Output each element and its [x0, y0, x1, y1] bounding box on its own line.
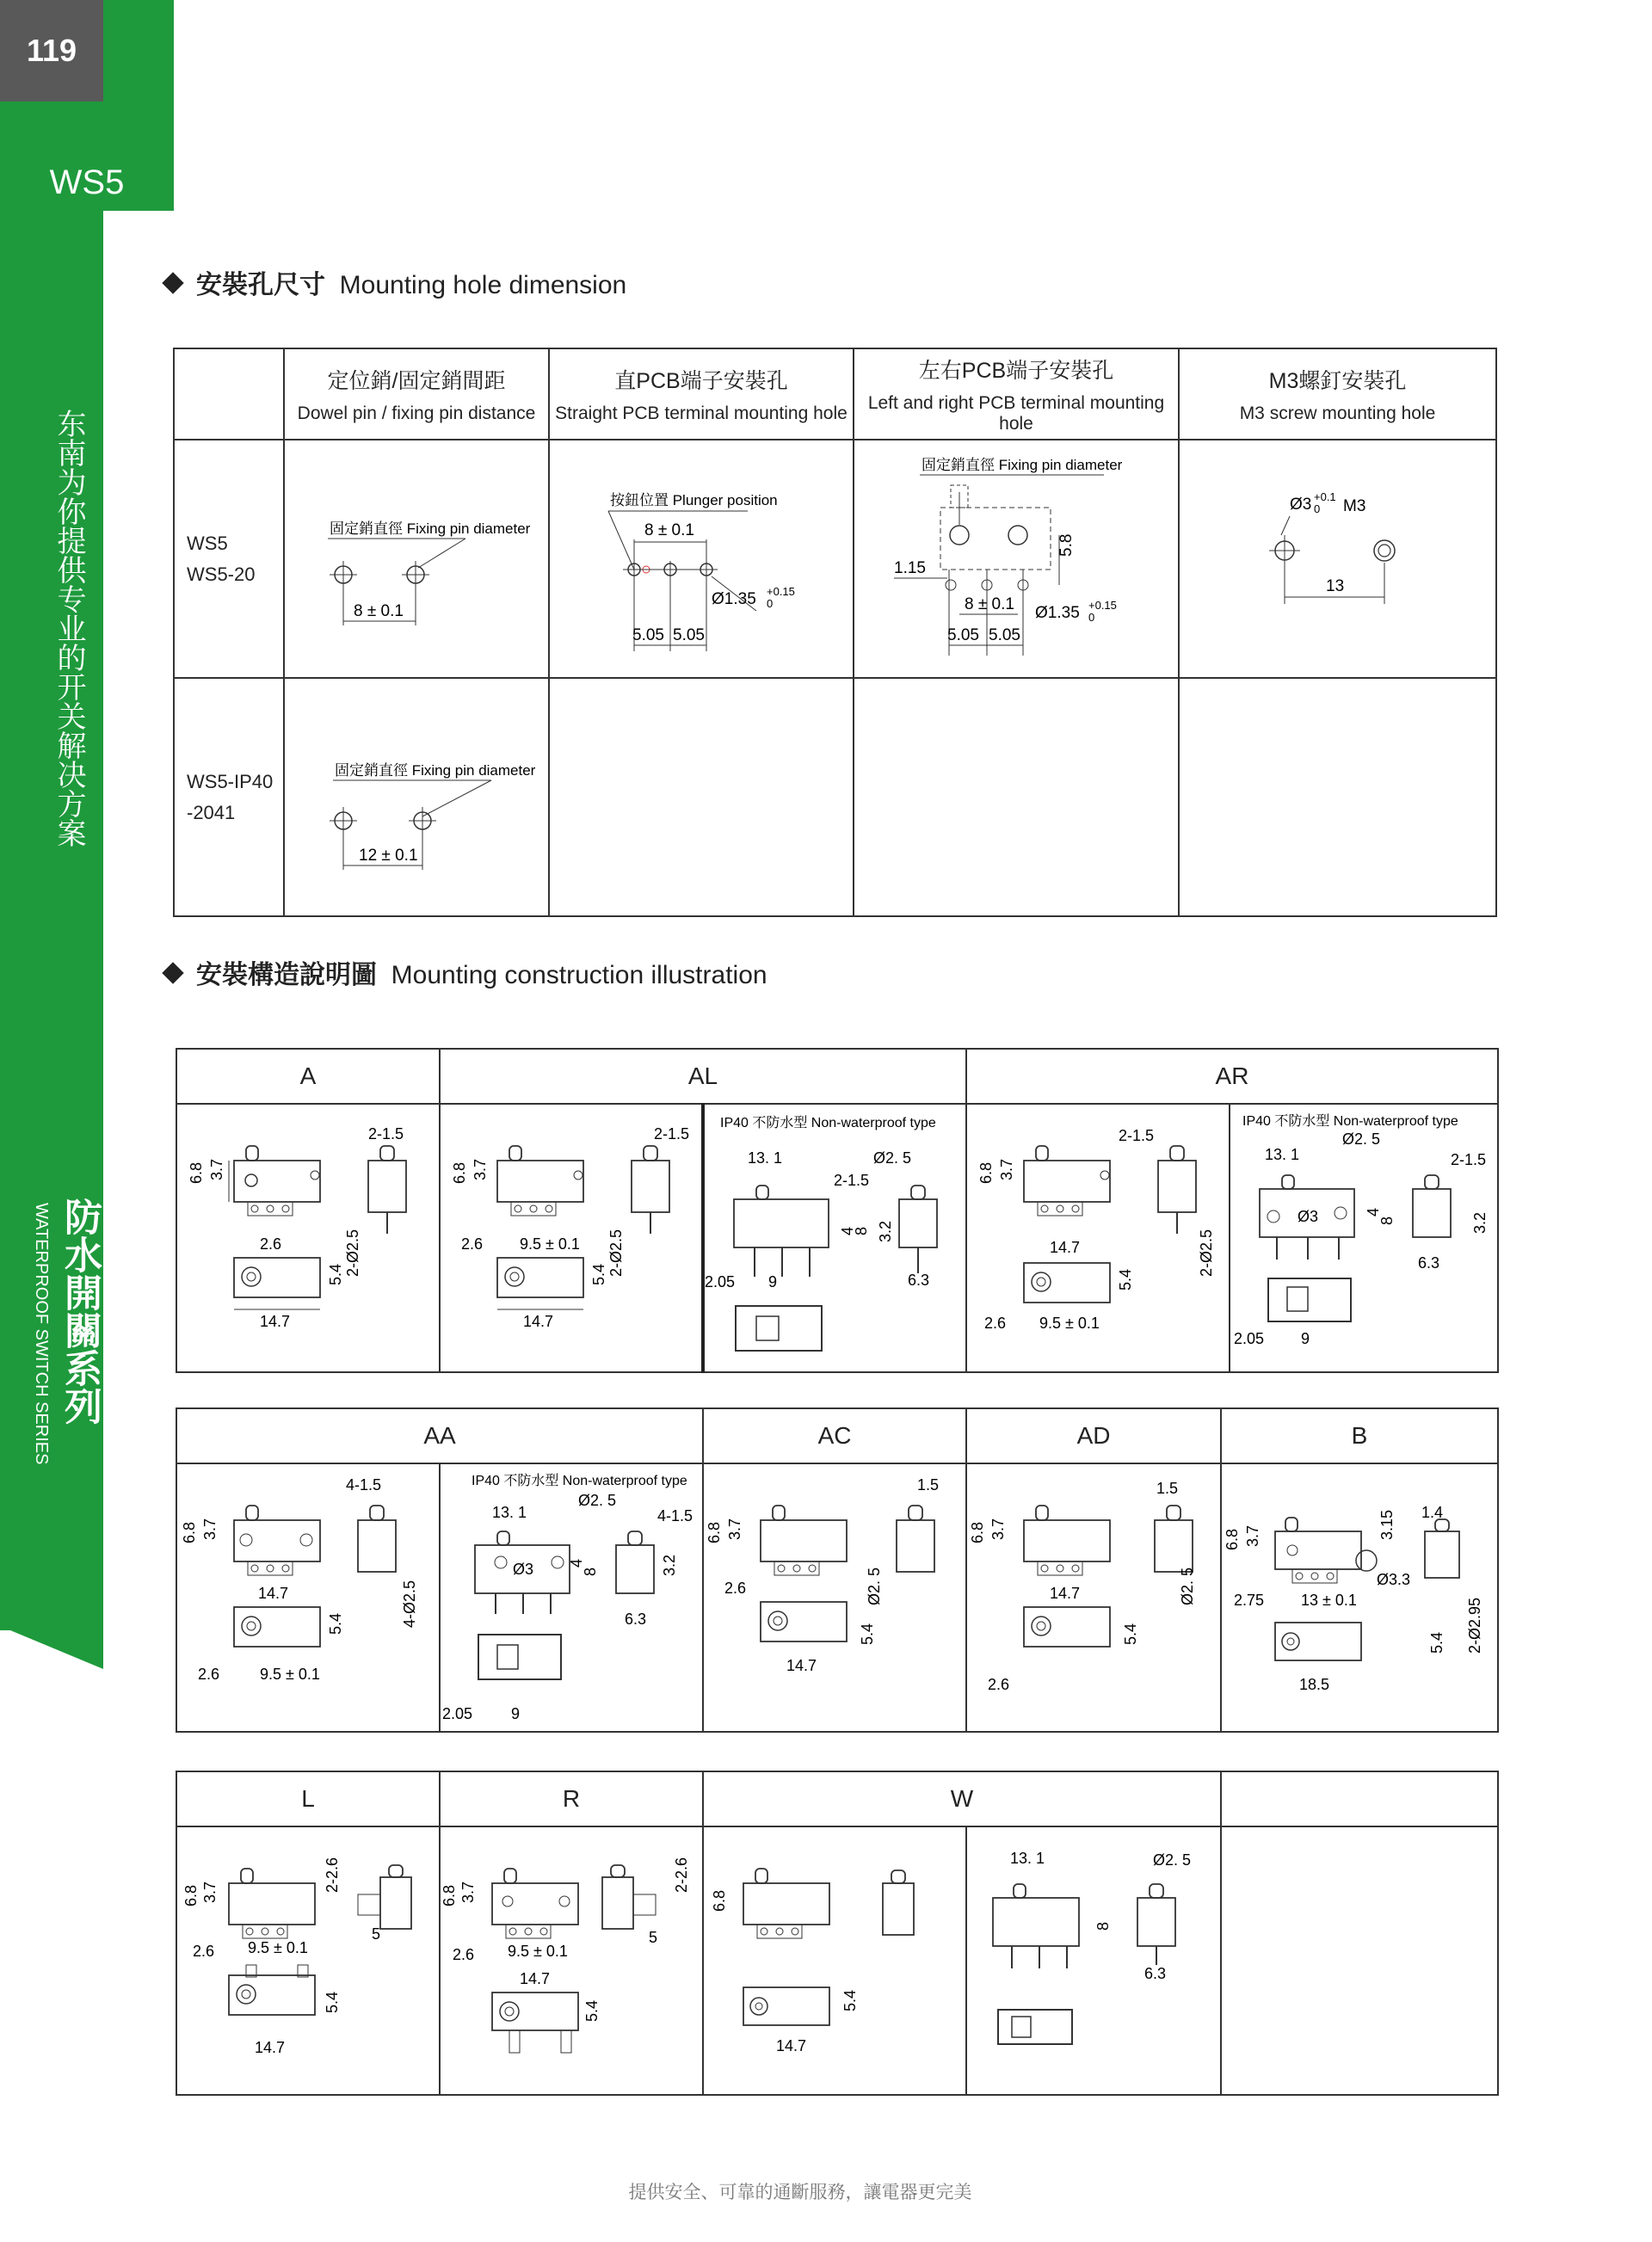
empty-header [1221, 1771, 1498, 1826]
svg-text:3.7: 3.7 [201, 1518, 219, 1540]
svg-text:9.5 ± 0.1: 9.5 ± 0.1 [1039, 1315, 1100, 1332]
svg-text:4-Ø2.5: 4-Ø2.5 [401, 1580, 418, 1628]
svg-text:13. 1: 13. 1 [748, 1149, 783, 1167]
m3-drawing-cell [1179, 440, 1496, 678]
svg-text:IP40 不防水型 Non-waterproof type: IP40 不防水型 Non-waterproof type [1242, 1114, 1458, 1129]
svg-text:1.5: 1.5 [917, 1476, 940, 1494]
svg-text:4: 4 [839, 1226, 856, 1235]
header-leftright-pcb: 左右PCB端子安裝孔 Left and right PCB terminal mounting hole [854, 348, 1179, 440]
svg-text:6.8: 6.8 [451, 1161, 468, 1184]
type-w-drawing-cell [703, 1826, 966, 2095]
type-l-header: L [176, 1771, 440, 1826]
svg-text:5.4: 5.4 [841, 1989, 859, 2011]
svg-text:6.8: 6.8 [181, 1521, 198, 1543]
dowel-pin-drawing-ip40 [285, 679, 548, 911]
type-w-ip40-drawing [967, 1827, 1220, 2090]
svg-text:4-1.5: 4-1.5 [657, 1507, 693, 1524]
svg-text:9.5 ± 0.1: 9.5 ± 0.1 [260, 1666, 320, 1683]
section-construction-title: 安裝構造說明圖 Mounting construction illustration [165, 953, 767, 991]
svg-text:2-1.5: 2-1.5 [654, 1125, 690, 1143]
svg-text:13. 1: 13. 1 [1010, 1850, 1045, 1867]
svg-text:14.7: 14.7 [258, 1585, 289, 1602]
svg-text:4: 4 [568, 1558, 585, 1568]
type-ad-drawing [967, 1464, 1220, 1727]
table-header-row [174, 348, 1496, 440]
svg-text:Ø2. 5: Ø2. 5 [1179, 1567, 1197, 1605]
diamond-bullet-icon [162, 272, 183, 293]
svg-text:5.05: 5.05 [673, 626, 705, 644]
svg-text:3.7: 3.7 [1244, 1524, 1262, 1547]
svg-text:8 ± 0.1: 8 ± 0.1 [354, 602, 404, 620]
svg-text:6.8: 6.8 [706, 1521, 724, 1543]
svg-text:3.2: 3.2 [661, 1554, 678, 1576]
svg-text:3.15: 3.15 [1378, 1509, 1396, 1540]
type-l-drawing [177, 1827, 439, 2090]
svg-text:6.8: 6.8 [1224, 1528, 1242, 1550]
svg-text:4: 4 [1365, 1207, 1382, 1216]
svg-text:M3: M3 [1343, 497, 1366, 515]
svg-text:6.8: 6.8 [188, 1161, 205, 1184]
leftright-pcb-drawing [854, 440, 1178, 673]
svg-text:6.3: 6.3 [908, 1272, 930, 1289]
svg-text:2.6: 2.6 [193, 1943, 215, 1960]
diamond-bullet-icon [162, 962, 183, 983]
svg-text:2-Ø2.5: 2-Ø2.5 [1198, 1229, 1215, 1277]
svg-text:8 ± 0.1: 8 ± 0.1 [644, 521, 694, 539]
type-ar-ip40-drawing [1230, 1105, 1497, 1367]
svg-text:5.4: 5.4 [859, 1623, 877, 1645]
construction-table-1 [176, 1048, 1499, 1373]
row-label-ws5: WS5 WS5-20 [174, 440, 284, 678]
svg-text:8: 8 [1094, 1921, 1112, 1931]
dowel-drawing-cell-ip40 [284, 678, 549, 916]
svg-text:8 ± 0.1: 8 ± 0.1 [965, 595, 1014, 613]
svg-text:Ø3: Ø3 [513, 1561, 534, 1578]
svg-text:5: 5 [372, 1925, 381, 1943]
svg-text:5.4: 5.4 [583, 1999, 601, 2022]
svg-text:IP40 不防水型 Non-waterproof type: IP40 不防水型 Non-waterproof type [472, 1474, 687, 1488]
type-al-drawing [441, 1105, 702, 1367]
svg-text:按鈕位置 Plunger position: 按鈕位置 Plunger position [610, 492, 778, 508]
empty-cell [854, 678, 1179, 916]
svg-text:5.4: 5.4 [327, 1612, 344, 1635]
svg-text:3.7: 3.7 [989, 1518, 1008, 1540]
svg-text:14.7: 14.7 [776, 2037, 807, 2054]
svg-text:5.05: 5.05 [947, 626, 979, 644]
svg-text:Ø1.35: Ø1.35 [1035, 604, 1080, 622]
svg-text:14.7: 14.7 [255, 2039, 286, 2056]
svg-text:5.05: 5.05 [632, 626, 664, 644]
side-band-tail [0, 1626, 105, 1669]
table-row [174, 678, 1496, 916]
svg-text:固定銷直徑 Fixing pin diameter: 固定銷直徑 Fixing pin diameter [335, 762, 536, 779]
dowel-drawing-cell [284, 440, 549, 678]
mounting-hole-table [173, 348, 1497, 917]
svg-text:13: 13 [1326, 577, 1345, 595]
type-aa-drawing [177, 1464, 439, 1727]
footer-tagline: 提供安全、可靠的通斷服務，讓電器更完美 [628, 2183, 972, 2202]
type-al-drawing-cell [440, 1104, 703, 1372]
svg-text:13. 1: 13. 1 [492, 1504, 527, 1521]
m3-screw-drawing [1180, 440, 1495, 673]
construction-table-2 [176, 1407, 1499, 1733]
svg-text:4-1.5: 4-1.5 [346, 1476, 382, 1494]
svg-text:9: 9 [511, 1705, 521, 1722]
svg-text:2-1.5: 2-1.5 [1119, 1127, 1155, 1144]
svg-text:Ø2. 5: Ø2. 5 [1342, 1130, 1381, 1148]
svg-text:5.4: 5.4 [1428, 1631, 1446, 1654]
svg-text:Ø2. 5: Ø2. 5 [578, 1492, 617, 1509]
svg-text:1.5: 1.5 [1156, 1480, 1179, 1497]
svg-text:2-2.6: 2-2.6 [324, 1857, 341, 1893]
svg-text:12 ± 0.1: 12 ± 0.1 [359, 847, 418, 865]
empty-cell [1179, 678, 1496, 916]
slogan: 东南为你提供专业的开关解决方案 [52, 409, 85, 847]
empty-cell [174, 348, 284, 440]
svg-text:6.3: 6.3 [1418, 1254, 1440, 1272]
type-aa-header: AA [176, 1408, 703, 1463]
svg-text:2.6: 2.6 [988, 1676, 1010, 1693]
type-ad-header: AD [966, 1408, 1221, 1463]
svg-text:Ø2. 5: Ø2. 5 [866, 1567, 884, 1605]
svg-text:14.7: 14.7 [1050, 1585, 1081, 1602]
type-al-header: AL [440, 1049, 966, 1104]
type-a-header: A [176, 1049, 440, 1104]
svg-text:2.6: 2.6 [453, 1946, 475, 1963]
svg-text:3.7: 3.7 [208, 1158, 225, 1180]
svg-text:固定銷直徑 Fixing pin diameter: 固定銷直徑 Fixing pin diameter [922, 457, 1123, 473]
svg-text:6.8: 6.8 [182, 1884, 200, 1906]
svg-text:6.3: 6.3 [1144, 1965, 1167, 1982]
svg-text:Ø3.3: Ø3.3 [1377, 1571, 1411, 1588]
svg-text:Ø1.35: Ø1.35 [712, 590, 756, 608]
svg-text:3.7: 3.7 [998, 1158, 1015, 1180]
type-ac-drawing [704, 1464, 965, 1727]
svg-text:Ø2. 5: Ø2. 5 [873, 1149, 912, 1167]
type-l-drawing-cell [176, 1826, 440, 2095]
svg-text:1.4: 1.4 [1421, 1504, 1444, 1521]
svg-text:2-1.5: 2-1.5 [834, 1172, 870, 1189]
type-b-header: B [1221, 1408, 1498, 1463]
svg-text:14.7: 14.7 [786, 1657, 817, 1674]
svg-text:2-2.6: 2-2.6 [673, 1857, 690, 1893]
type-ac-drawing-cell [703, 1463, 966, 1732]
svg-text:6.8: 6.8 [977, 1161, 995, 1184]
empty-cell [1221, 1826, 1498, 2095]
type-w-ip40-drawing-cell [966, 1826, 1221, 2095]
header-m3: M3螺釘安裝孔 M3 screw mounting hole [1179, 348, 1496, 440]
svg-text:3.2: 3.2 [877, 1220, 894, 1242]
table-row [176, 1104, 1498, 1372]
svg-text:13 ± 0.1: 13 ± 0.1 [1301, 1592, 1357, 1609]
svg-text:6.3: 6.3 [625, 1611, 647, 1628]
svg-text:6.8: 6.8 [711, 1889, 728, 1912]
construction-table-3 [176, 1771, 1499, 2096]
svg-text:13. 1: 13. 1 [1265, 1146, 1300, 1163]
page-number: 119 [0, 0, 103, 102]
svg-text:2.75: 2.75 [1234, 1592, 1265, 1609]
svg-text:9: 9 [1301, 1330, 1310, 1347]
svg-text:IP40 不防水型 Non-waterproof type: IP40 不防水型 Non-waterproof type [720, 1116, 936, 1130]
svg-text:2-Ø2.95: 2-Ø2.95 [1466, 1597, 1484, 1654]
svg-text:2-1.5: 2-1.5 [368, 1125, 404, 1143]
svg-text:2.05: 2.05 [705, 1273, 736, 1290]
type-aa-ip40-drawing [441, 1464, 702, 1727]
svg-text:5: 5 [649, 1929, 658, 1946]
svg-text:14.7: 14.7 [1050, 1239, 1081, 1256]
svg-text:3.7: 3.7 [459, 1881, 477, 1903]
straight-pcb-drawing [550, 440, 853, 673]
svg-text:3.7: 3.7 [472, 1158, 489, 1180]
type-r-drawing-cell [440, 1826, 703, 2095]
svg-text:14.7: 14.7 [260, 1313, 291, 1330]
leftright-drawing-cell [854, 440, 1179, 678]
table-header-row [176, 1049, 1498, 1104]
svg-text:14.7: 14.7 [523, 1313, 554, 1330]
svg-text:6.8: 6.8 [969, 1521, 987, 1543]
table-row [174, 440, 1496, 678]
svg-text:Ø3: Ø3 [1298, 1208, 1319, 1225]
svg-text:2.6: 2.6 [198, 1666, 220, 1683]
svg-text:3.7: 3.7 [726, 1518, 744, 1540]
type-w-drawing [704, 1827, 965, 2090]
svg-text:2-Ø2.5: 2-Ø2.5 [344, 1229, 361, 1277]
svg-text:5.05: 5.05 [989, 626, 1020, 644]
svg-text:0: 0 [1314, 502, 1321, 515]
type-a-drawing [177, 1105, 439, 1367]
type-aa-ip40-drawing-cell [440, 1463, 703, 1732]
dowel-pin-drawing [285, 440, 548, 673]
series-title-cn: 防水開關系列 [59, 1198, 101, 1425]
model-label: WS5 [49, 163, 125, 201]
row-label-ws5-ip40: WS5-IP40 -2041 [174, 678, 284, 916]
svg-text:6.8: 6.8 [441, 1884, 458, 1906]
svg-text:2-1.5: 2-1.5 [1451, 1151, 1487, 1168]
svg-text:0: 0 [767, 597, 774, 610]
type-b-drawing-cell [1221, 1463, 1498, 1732]
svg-text:2.6: 2.6 [724, 1580, 747, 1597]
svg-text:3.7: 3.7 [201, 1881, 219, 1903]
svg-text:2.6: 2.6 [260, 1235, 282, 1253]
type-al-ip40-drawing [705, 1105, 965, 1367]
svg-text:9.5 ± 0.1: 9.5 ± 0.1 [508, 1943, 568, 1960]
type-ar-ip40-drawing-cell [1230, 1104, 1498, 1372]
svg-text:3.2: 3.2 [1471, 1211, 1489, 1234]
type-ar-header: AR [966, 1049, 1498, 1104]
svg-text:5.4: 5.4 [324, 1991, 341, 2013]
straight-drawing-cell [549, 440, 854, 678]
svg-text:0: 0 [1088, 611, 1095, 624]
empty-cell [549, 678, 854, 916]
type-b-drawing [1222, 1464, 1497, 1727]
table-header-row [176, 1408, 1498, 1463]
table-header-row [176, 1771, 1498, 1826]
svg-text:2.05: 2.05 [442, 1705, 473, 1722]
table-row [176, 1826, 1498, 2095]
type-r-drawing [441, 1827, 702, 2090]
type-ad-drawing-cell [966, 1463, 1221, 1732]
svg-text:5.4: 5.4 [327, 1263, 344, 1285]
svg-text:14.7: 14.7 [520, 1970, 551, 1987]
series-title-en: WATERPROOF SWITCH SERIES [32, 1203, 51, 1465]
svg-text:9.5 ± 0.1: 9.5 ± 0.1 [248, 1939, 308, 1956]
svg-text:8: 8 [853, 1226, 870, 1235]
header-dowel: 定位銷/固定銷間距 Dowel pin / fixing pin distance [284, 348, 549, 440]
svg-text:9: 9 [768, 1273, 778, 1290]
type-aa-drawing-cell [176, 1463, 440, 1732]
svg-text:2.6: 2.6 [461, 1235, 484, 1253]
svg-text:固定銷直徑 Fixing pin diameter: 固定銷直徑 Fixing pin diameter [330, 520, 531, 537]
svg-text:Ø3: Ø3 [1290, 496, 1312, 514]
svg-text:+0.15: +0.15 [1088, 599, 1117, 612]
table-row [176, 1463, 1498, 1732]
svg-text:2-Ø2.5: 2-Ø2.5 [607, 1229, 625, 1277]
type-ac-header: AC [703, 1408, 966, 1463]
svg-text:5.4: 5.4 [1117, 1268, 1134, 1290]
type-ar-drawing-cell [966, 1104, 1230, 1372]
svg-text:8: 8 [1378, 1216, 1396, 1225]
type-ar-drawing [967, 1105, 1229, 1367]
svg-text:8: 8 [582, 1567, 599, 1576]
svg-text:5.4: 5.4 [1122, 1623, 1140, 1645]
svg-text:5.8: 5.8 [1057, 533, 1076, 557]
svg-text:Ø2. 5: Ø2. 5 [1153, 1851, 1192, 1869]
svg-text:2.05: 2.05 [1234, 1330, 1265, 1347]
type-al-ip40-drawing-cell [703, 1104, 966, 1372]
section-mounting-hole-title: 安裝孔尺寸 Mounting hole dimension [165, 263, 626, 301]
svg-text:2.6: 2.6 [984, 1315, 1007, 1332]
header-straight-pcb: 直PCB端子安裝孔 Straight PCB terminal mounting hole [549, 348, 854, 440]
svg-text:1.15: 1.15 [894, 559, 926, 577]
type-a-drawing-cell [176, 1104, 440, 1372]
svg-text:+0.1: +0.1 [1314, 490, 1336, 503]
type-r-header: R [440, 1771, 703, 1826]
svg-text:18.5: 18.5 [1299, 1676, 1330, 1693]
svg-text:+0.15: +0.15 [767, 585, 795, 598]
svg-text:5.4: 5.4 [590, 1263, 607, 1285]
type-w-header: W [703, 1771, 1221, 1826]
svg-text:9.5 ± 0.1: 9.5 ± 0.1 [520, 1235, 580, 1253]
